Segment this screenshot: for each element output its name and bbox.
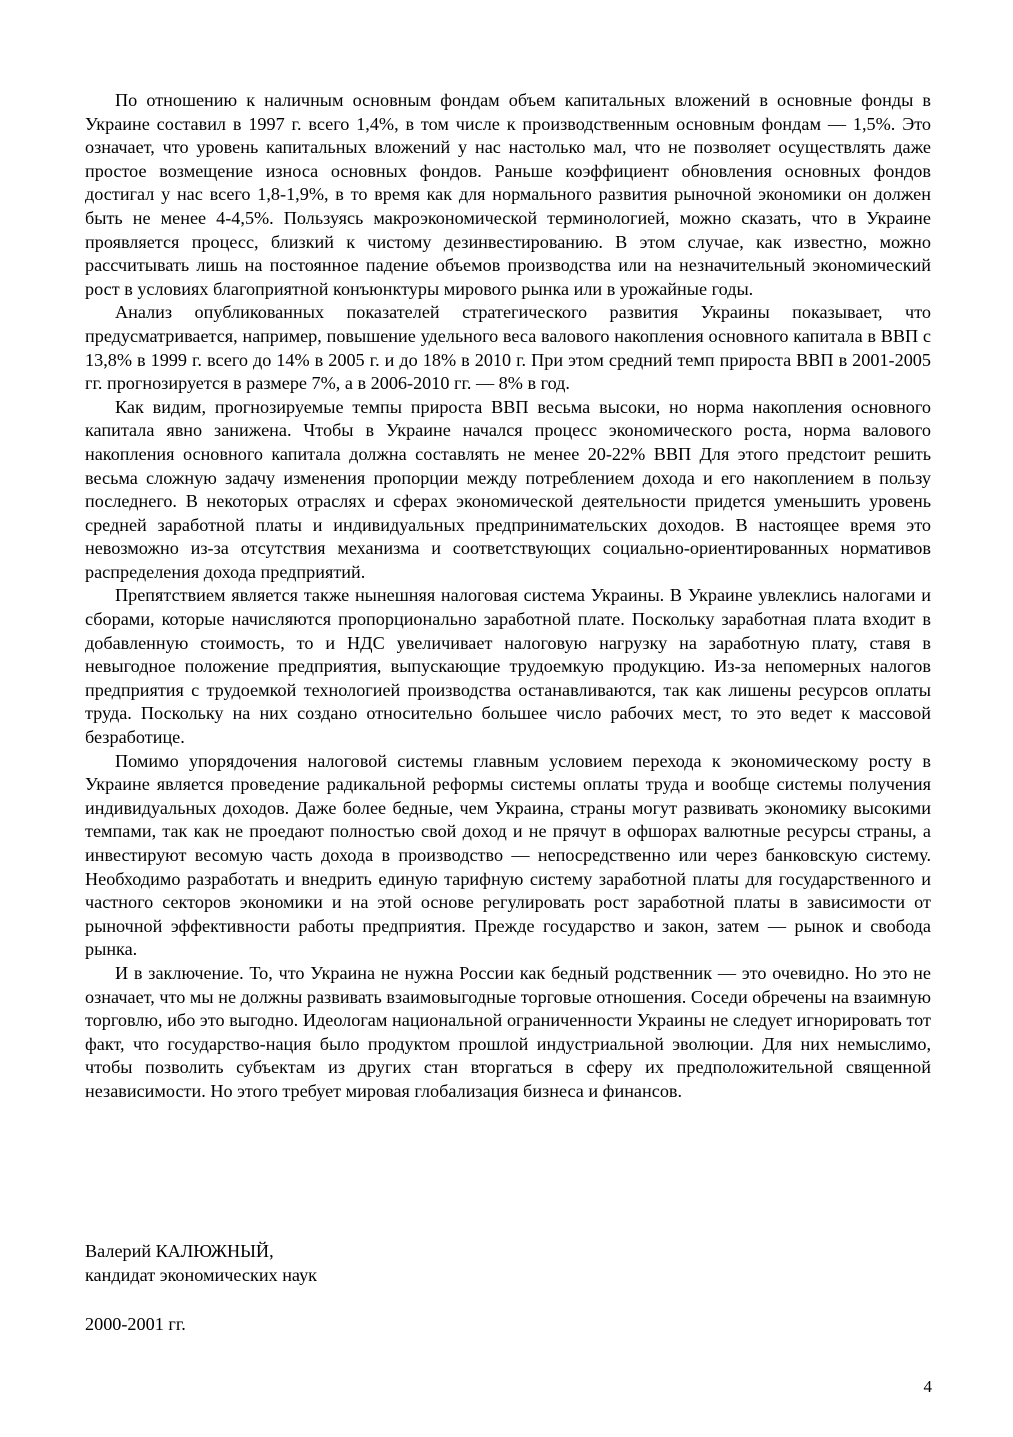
paragraph-1: По отношению к наличным основным фондам объем капитальных вложений в основные фонды в Украине составил в 1997 г. всего 1,4%, в том числе к производственным основным фондам — 1,5%. Это означает, что уровень капитальных вложений у нас настолько мал, что не позволяет осуществлять даже простое возмещение износа основных фондов. Раньше коэффициент обновления основных фондов достигал у нас всего 1,8-1,9%, в то время как для нормального развития рыночной экономики он должен быть не менее 4-4,5%. Пользуясь макроэкономической терминологией, можно сказать, что в Украине проявляется процесс, близкий к чистому дезинвестированию. В этом случае, как известно, можно рассчитывать лишь на постоянное падение объемов производства или на незначительный экономический рост в условиях благоприятной конъюнктуры мирового рынка или в урожайные годы. [85, 90, 931, 299]
author-name: Валерий КАЛЮЖНЫЙ, [85, 1241, 274, 1261]
date-line: 2000-2001 гг. [85, 1314, 186, 1334]
paragraph-6: И в заключение. То, что Украина не нужна России как бедный родственник — это очевидно. Но это не означает, что мы не должны развивать взаимовыгодные торговые отношения. Соседи обречены на взаимную торговлю, ибо это выгодно. Идеологам национальной ограниченности Украины не следует игнорировать тот факт, что государство-нация было продуктом прошлой индустриальной эволюции. Для них немыслимо, чтобы позволить субъектам из других стан вторгаться в сферу их предположительной священной независимости. Но этого требует мировая глобализация бизнеса и финансов. [85, 962, 931, 1101]
signature-block [85, 1239, 317, 1287]
author-title: кандидат экономических наук [85, 1265, 318, 1285]
page-number: 4 [923, 1377, 932, 1396]
paragraph-4: Препятствием является также нынешняя налоговая система Украины. В Украине увлеклись налогами и сборами, которые начисляются пропорционально заработной плате. Поскольку заработная плата входит в добавленную стоимость, то и НДС увеличивает налоговую нагрузку на заработную плату, ставя в невыгодное положение предприятия, выпускающие трудоемкую продукцию. Из-за непомерных налогов предприятия с трудоемкой технологией производства останавливаются, так как лишены ресурсов оплаты труда. Поскольку на них создано относительно большее число рабочих мест, то это ведет к массовой безработице. [85, 585, 931, 748]
body-text [85, 89, 931, 1104]
paragraph-3: Как видим, прогнозируемые темпы прироста ВВП весьма высоки, но норма накопления основного капитала явно занижена. Чтобы в Украине начался процесс экономического роста, норма валового накопления основного капитала должна составлять не менее 20-22% ВВП Для этого предстоит решить весьма сложную задачу изменения пропорции между потреблением дохода и его накоплением в пользу последнего. В некоторых отраслях и сферах экономической деятельности придется уменьшить уровень средней заработной платы и индивидуальных предпринимательских доходов. В настоящее время это невозможно из-за отсутствия механизма и соответствующих социально-ориентированных нормативов распределения дохода предприятий. [85, 396, 931, 582]
paragraph-5: Помимо упорядочения налоговой системы главным условием перехода к экономическому росту в Украине является проведение радикальной реформы системы оплаты труда и вообще системы получения индивидуальных доходов. Даже более бедные, чем Украина, страны могут развивать экономику высокими темпами, так как не проедают полностью свой доход и не прячут в офшорах валютные ресурсы страны, а инвестируют весомую часть дохода в производство — непосредственно или через банковскую систему. Необходимо разработать и внедрить единую тарифную систему заработной платы для государственного и частного секторов экономики и на этой основе регулировать рост заработной платы в зависимости от рыночной эффективности работы предприятия. Прежде государство и закон, затем — рынок и свобода рынка. [85, 750, 931, 960]
paragraph-2: Анализ опубликованных показателей стратегического развития Украины показывает, что предусматривается, например, повышение удельного веса валового накопления основного капитала в ВВП с 13,8% в 1999 г. всего до 14% в 2005 г. и до 18% в 2010 г. При этом средний темп прироста ВВП в 2001-2005 гг. прогнозируется в размере 7%, а в 2006-2010 гг. — 8% в год. [85, 302, 931, 394]
